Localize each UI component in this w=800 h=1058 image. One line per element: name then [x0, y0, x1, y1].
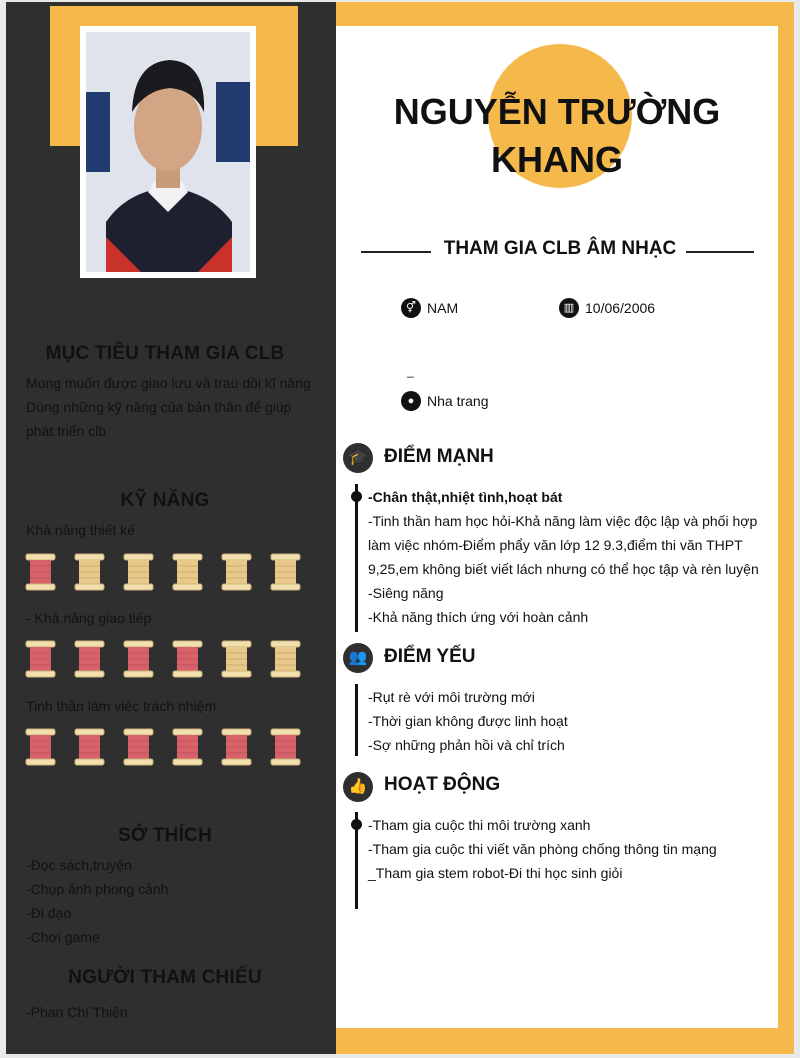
gender-value: NAM	[427, 300, 459, 316]
skill-spool-filled	[269, 728, 302, 766]
strengths-line: -Tinh thần ham học hỏi-Khả năng làm việc độc lập và phối hợp	[368, 513, 758, 529]
objective-line: phát triển clb	[26, 423, 107, 439]
skill-spool-filled	[24, 728, 57, 766]
hobby-item: -Chơi game	[26, 929, 100, 945]
skill-spool-filled	[220, 728, 253, 766]
hobby-item: -Đọc sách,truyện	[26, 857, 132, 873]
subtitle-rule-right	[686, 251, 754, 253]
location-pin-icon: ●	[401, 391, 421, 411]
activities-title: HOẠT ĐỘNG	[384, 774, 501, 795]
strengths-line: làm việc nhóm-Điểm phẩy văn lớp 12 9.3,điểm thi văn THPT	[368, 537, 743, 553]
activities-timeline-dot	[351, 819, 362, 830]
hobby-item: -Chụp ảnh phong cảnh	[26, 881, 169, 897]
weaknesses-line: -Rụt rè với môi trường mới	[368, 689, 535, 705]
skill-spool-filled	[24, 640, 57, 678]
activities-line: -Tham gia cuộc thi môi trường xanh	[368, 817, 591, 833]
skill-spool-empty	[220, 640, 253, 678]
address-mark: _	[407, 364, 414, 378]
skills-title: KỸ NĂNG	[120, 490, 210, 511]
strengths-timeline	[355, 484, 358, 632]
gender-icon: ⚥	[401, 298, 421, 318]
skill-rating	[24, 553, 302, 593]
objective-line: Mong muốn được giao lưu và trau dồi kĩ năng	[26, 375, 311, 391]
objective-text	[26, 371, 326, 443]
reference-item: -Phan Chí Thiện	[26, 1004, 128, 1020]
skill-spool-filled	[171, 640, 204, 678]
people-group-icon: 👥	[343, 643, 373, 673]
skill-spool-filled	[171, 728, 204, 766]
weaknesses-line: -Sợ những phản hồi và chỉ trích	[368, 737, 565, 753]
hobbies-title: SỞ THÍCH	[118, 825, 212, 846]
activities-line: -Tham gia cuộc thi viết văn phòng chống thông tin mạng	[368, 841, 717, 857]
birthdate-value: 10/06/2006	[585, 300, 656, 316]
strengths-lead: -Chân thật,nhiệt tình,hoạt bát	[368, 489, 563, 505]
weaknesses-title: ĐIỂM YẾU	[384, 646, 476, 667]
weaknesses-list	[368, 685, 768, 757]
hobbies-list	[26, 853, 326, 949]
skill-spool-filled	[122, 728, 155, 766]
activities-line: _Tham gia stem robot-Đi thi học sinh giỏi	[368, 865, 623, 881]
skill-rating	[24, 728, 302, 768]
address-value: Nha trang	[427, 393, 489, 409]
profile-photo	[80, 26, 256, 278]
skill-spool-empty	[73, 553, 106, 591]
profile-photo-image	[86, 32, 250, 272]
skill-spool-empty	[220, 553, 253, 591]
skill-spool-filled	[73, 728, 106, 766]
strengths-list	[368, 509, 768, 629]
name-line-2: KHANG	[491, 139, 623, 180]
skill-label: Khả năng thiết kế	[26, 522, 135, 538]
strengths-line: -Khả năng thích ứng với hoàn cảnh	[368, 609, 589, 625]
strengths-line: 9,25,em không biết viết lách nhưng có thể học tập và rèn luyện	[368, 561, 759, 577]
thumbs-up-icon: 👍	[343, 772, 373, 802]
skill-label: Tinh thần làm việc trách nhiệm	[26, 698, 217, 714]
weaknesses-timeline	[355, 684, 358, 756]
objective-line: Dùng những kỹ năng của bản thân để giúp	[26, 399, 292, 415]
skill-spool-empty	[171, 553, 204, 591]
skill-spool-empty	[269, 640, 302, 678]
subtitle-rule-left	[361, 251, 431, 253]
weaknesses-line: -Thời gian không được linh hoạt	[368, 713, 568, 729]
graduation-cap-icon: 🎓	[343, 443, 373, 473]
name-line-1: NGUYỄN TRƯỜNG	[393, 91, 721, 132]
skill-spool-filled	[24, 553, 57, 591]
strengths-line: -Siêng năng	[368, 585, 444, 601]
candidate-name	[360, 88, 754, 184]
skill-label: - Khả năng giao tiếp	[26, 610, 152, 626]
hobby-item: -Đi dạo	[26, 905, 72, 921]
skill-rating	[24, 640, 302, 680]
strengths-timeline-dot	[351, 491, 362, 502]
skill-spool-filled	[73, 640, 106, 678]
cv-subtitle: THAM GIA CLB ÂM NHẠC	[443, 238, 677, 259]
strengths-title: ĐIỂM MẠNH	[384, 446, 494, 467]
objective-title: MỤC TIÊU THAM GIA CLB	[45, 343, 285, 364]
skill-spool-empty	[122, 553, 155, 591]
skill-spool-empty	[269, 553, 302, 591]
reference-title: NGƯỜI THAM CHIẾU	[68, 967, 262, 988]
birthday-cake-icon: ▥	[559, 298, 579, 318]
activities-list	[368, 813, 768, 885]
skill-spool-filled	[122, 640, 155, 678]
